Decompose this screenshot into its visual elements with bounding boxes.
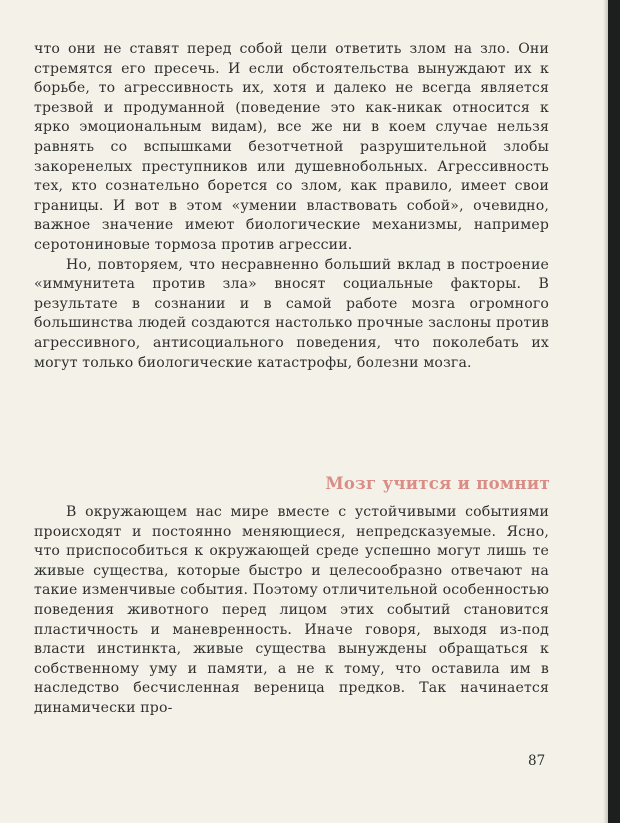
body-text-top [34,40,549,373]
paragraph-social-factors: Но, повторяем, что несравненно больший вклад в построение «иммунитета против зла» вносят социальные факторы. В результате в сознании и в самой работе мозга огромного большинства людей создаются настолько прочные заслоны против агрессивного, антисоциального поведения, что поколебать их могут только биологические катастрофы, болезни мозга. [34,256,549,371]
section-heading: Мозг учится и помнит [325,474,550,493]
body-text-bottom [34,503,549,719]
page-edge-strip [608,0,620,823]
page-number: 87 [528,753,546,769]
paragraph-continuation: что они не ставят перед собой цели ответить злом на зло. Они стремятся его пресечь. И если обстоятельства вынуждают их к борьбе, то агрессивность их, хотя и далеко не всегда является трезвой и продуманной (поведение это как-никак относится к ярко эмоциональным видам), все же ни в коем случае нельзя равнять со вспышками безотчетной разрушительной злобы закоренелых преступников или душевнобольных. Агрессивность тех, кто сознательно борется со злом, как правило, имеет свои границы. И вот в этом «умении властвовать собой», очевидно, важное значение имеют биологические механизмы, например серотониновые тормоза против агрессии. [34,41,549,253]
paragraph-learning: В окружающем нас мире вместе с устойчивыми событиями происходят и постоянно меняющиеся, непредсказуемые. Ясно, что приспособиться к окружающей среде успешно могут лишь те живые существа, которые быстро и целесообразно отвечают на такие изменчивые события. Поэтому отличительной особенностью поведения животного перед лицом этих событий становится пластичность и маневренность. Иначе говоря, выходя из-под власти инстинкта, живые существа вынуждены обращаться к собственному уму и памяти, а не к тому, что оставила им в наследство бесчисленная вереница предков. Так начинается динамически про- [34,504,549,716]
